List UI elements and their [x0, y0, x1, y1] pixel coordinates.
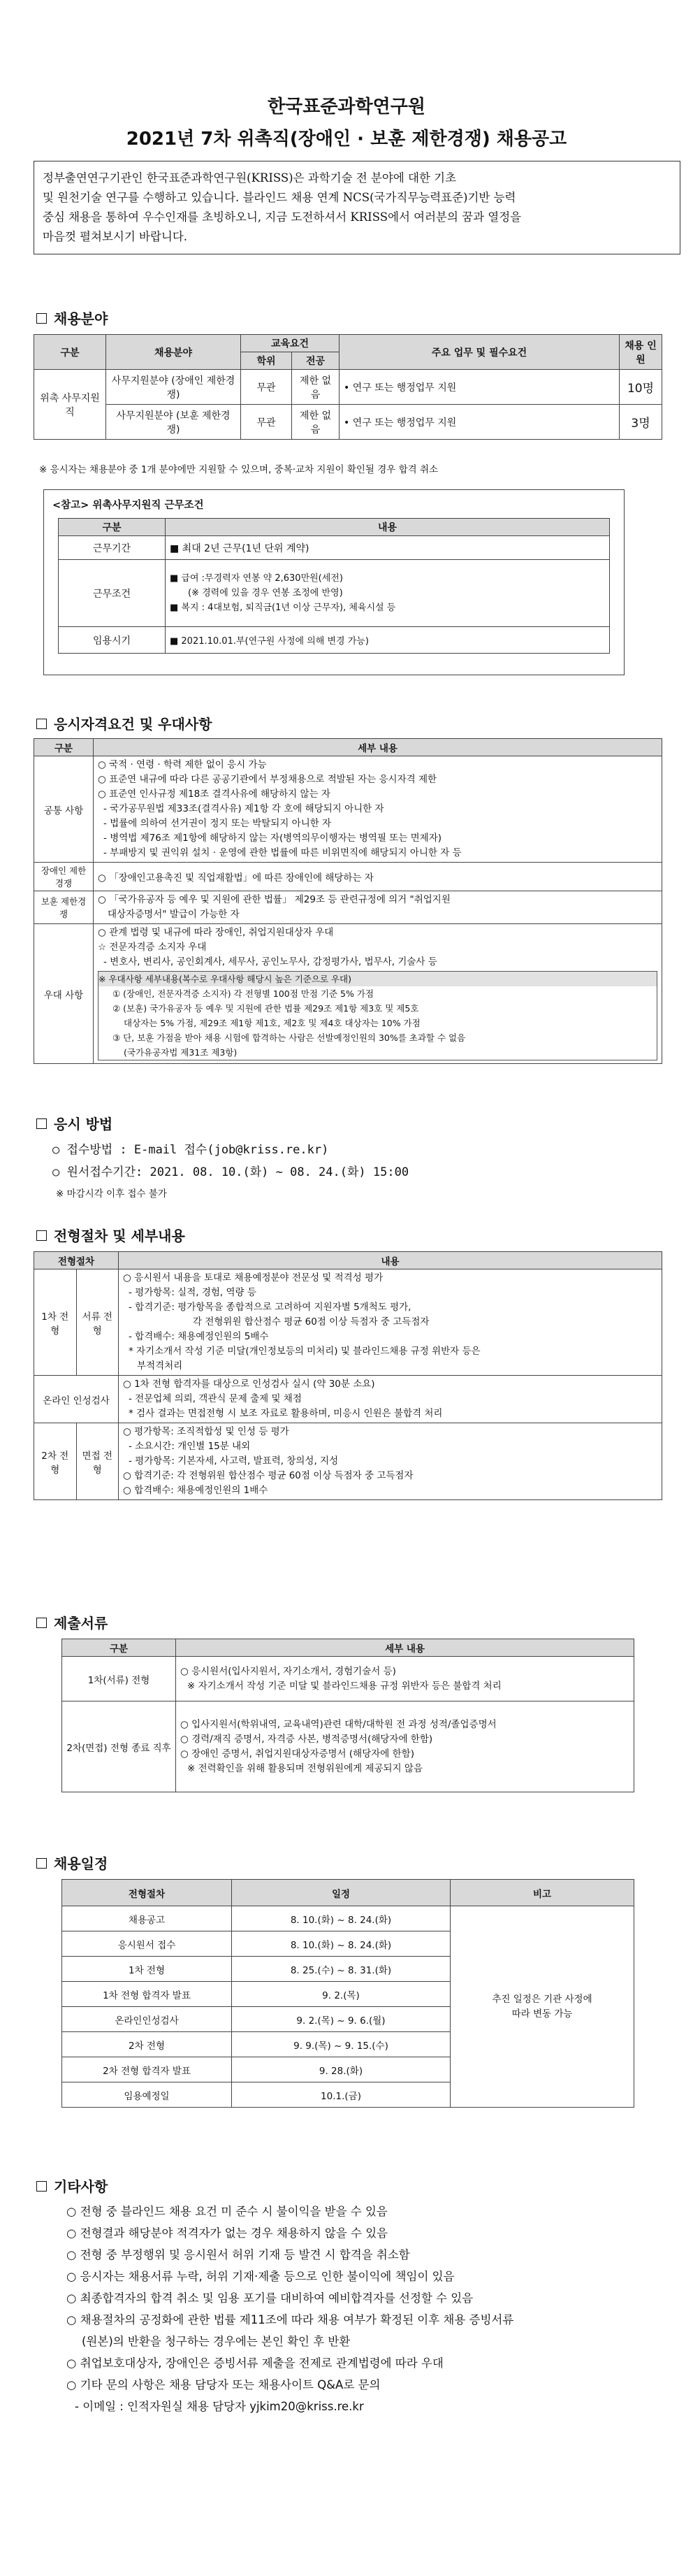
apply-method-text: ○ 접수방법 : E-mail 접수(job@kriss.re.kr) — [52, 1143, 329, 1157]
intro-box — [34, 161, 680, 254]
table-cell: 보훈 제한경쟁 — [34, 891, 94, 924]
intro-line: 중심 채용을 통하여 우수인재를 초빙하오니, 지금 도전하셔서 KRISS에서 여러분의 꿈과 열정을 — [43, 210, 522, 224]
recruit-table — [34, 334, 662, 440]
table-cell: ○ 응시원서 내용을 토대로 채용예정분야 전문성 및 적격성 평가 - 평가항목: 실적, 경험, 역량 등 - 합격기준: 평가항목을 종합적으로 고려하여 지원자별 5개척도 평가, 각 전형위원 합산점수 평균 60점 이상 득점자 중 고득점자 - 합격배수: 채용예정인원의 5배수 * 자기소개서 작성 기준 미달(개인정보등의 미처리) 및 블라인드채용 규정 위반자 등은 부적격처리 — [119, 1269, 662, 1376]
table-cell: ○ 국적 · 연령 · 학력 제한 없이 응시 가능 ○ 표준연 내규에 따라 다른 공공기관에서 부정채용으로 적발된 자는 응시자격 제한 ○ 표준연 인사규정 제18조 결격사유에 해당하지 않는 자 - 국가공무원법 제33조(결격사유) 제1항 각 호에 해당되지 아니한 자 - 법률에 의하여 선거권이 정지 또는 박탈되지 아니한 자 - 병역법 제76조 제1항에 해당하지 않는 자(병역의무이행자는 병역필 또는 면제자) - 부패방지 및 권익위 설치 · 운영에 관한 법률에 따른 비위면직에 해당되지 아니한 자 등 — [94, 756, 662, 863]
table-cell: 8. 25.(수) ~ 8. 31.(화) — [232, 1957, 451, 1982]
intro-line: 및 원천기술 연구를 수행하고 있습니다. 블라인드 채용 연계 NCS(국가직무능력표준)기반 능력 — [43, 191, 516, 204]
table-cell: 2차 전형 합격자 발표 — [62, 2057, 232, 2082]
table-cell: ○ 「국가유공자 등 예우 및 지원에 관한 법률」 제29조 등 관련규정에 의거 "취업지원 대상자증명서" 발급이 가능한 자 — [94, 891, 662, 924]
table-cell: 9. 9.(목) ~ 9. 15.(수) — [232, 2032, 451, 2057]
apply-note: ※ 마감시각 이후 접수 불가 — [56, 1188, 167, 1200]
page-title: 2021년 7차 위촉직(장애인 · 보훈 제한경쟁) 채용공고 — [126, 129, 567, 150]
table-cell: 10.1.(금) — [232, 2082, 451, 2108]
table-cell: 무관 — [241, 370, 292, 405]
table-cell: 9. 28.(화) — [232, 2057, 451, 2082]
ref-table — [58, 518, 610, 654]
header-cell: 구분 — [34, 739, 94, 756]
table-cell: 10명 — [620, 370, 662, 405]
header-cell: 전형절차 — [62, 1880, 232, 1906]
apply-period: ○ 원서접수기간: 2021. 08. 10.(화) ~ 08. 24.(화) 15:00 — [52, 1165, 409, 1179]
table-cell: ○ 평가항목: 조직적합성 및 인성 등 평가 - 소요시간: 개인별 15분 내외 - 평가항목: 기본자세, 사고력, 발표력, 창의성, 지성 ○ 합격기준: 각 전형위원 합산점수 평균 60점 이상 득점자 중 고득점자 ○ 합격배수: 채용예정인원의 1배수 — [119, 1423, 662, 1500]
table-cell: 무관 — [241, 405, 292, 440]
header-cell: 세부 내용 — [94, 739, 662, 756]
table-cell: 채용공고 — [62, 1906, 232, 1931]
header-cell: 교육요건 — [241, 335, 340, 352]
process-table — [34, 1251, 662, 1500]
table-cell: 제한 없음 — [292, 370, 340, 405]
qualification-table — [34, 738, 662, 1064]
table-cell: 사무지원분야 (장애인 제한경쟁) — [106, 370, 241, 405]
header-cell: 비고 — [451, 1880, 634, 1906]
section-heading-schedule: 채용일정 — [36, 1852, 108, 1873]
table-cell: 1차 전형 합격자 발표 — [62, 1982, 232, 2007]
list-item: ○ 응시자는 채용서류 누락, 허위 기재·제출 등으로 인한 불이익에 책임이 있음 — [66, 2270, 455, 2283]
list-item: (원본)의 반환을 청구하는 경우에는 본인 확인 후 반환 — [82, 2335, 351, 2348]
header-cell: 주요 업무 및 필수요건 — [340, 335, 620, 370]
header-cell: 내용 — [119, 1252, 662, 1269]
table-cell: ○ 입사지원서(학위내역, 교육내역)관련 대학/대학원 전 과정 성적/졸업증명서 ○ 경력/재직 증명서, 자격증 사본, 병적증명서(해당자에 한함) ○ 장애인 증명서, 취업지원대상자증명서 (해당자에 한함) ※ 전력확인을 위해 활용되며 전형위원에게 제공되지 않음 — [176, 1701, 634, 1792]
table-cell: 위촉 사무지원직 — [34, 370, 106, 440]
ref-box — [43, 489, 625, 675]
table-cell: ■ 최대 2년 근무(1년 단위 계약) — [166, 536, 610, 560]
table-cell: 온라인 인성검사 — [34, 1376, 119, 1423]
header-cell: 일정 — [232, 1880, 451, 1906]
table-cell: • 연구 또는 행정업무 지원 — [340, 370, 620, 405]
intro-line: 마음껏 펼쳐보시기 바랍니다. — [43, 230, 188, 243]
table-cell: 임용시기 — [59, 627, 166, 654]
table-cell: ■ 2021.10.01.부(연구원 사정에 의해 변경 가능) — [166, 627, 610, 654]
table-cell: 근무조건 — [59, 560, 166, 627]
table-cell: 장애인 제한경쟁 — [34, 863, 94, 891]
header-cell: 세부 내용 — [176, 1639, 634, 1657]
section-heading-process: 전형절차 및 세부내용 — [36, 1225, 185, 1245]
table-cell: ○ 응시원서(입사지원서, 자기소개서, 경험기술서 등) ※ 자기소개서 작성 기준 미달 및 블라인드채용 규정 위반자 등은 불합격 처리 — [176, 1657, 634, 1701]
table-cell: 사무지원분야 (보훈 제한경쟁) — [106, 405, 241, 440]
schedule-table — [61, 1879, 634, 2108]
table-cell: 우대 사항 — [34, 924, 94, 1064]
documents-table — [61, 1639, 634, 1792]
table-cell: 2차 전형 — [62, 2032, 232, 2057]
header-cell: 전공 — [292, 352, 340, 370]
section-heading-apply: 응시 방법 — [36, 1113, 112, 1133]
header-cell: 채용 인원 — [620, 335, 662, 370]
table-cell: 공통 사항 — [34, 756, 94, 863]
schedule-note-cell: 추진 일정은 기관 사정에 따라 변동 가능 — [451, 1906, 634, 2108]
table-cell: 임용예정일 — [62, 2082, 232, 2108]
table-cell: 응시원서 접수 — [62, 1931, 232, 1957]
list-item: - 이메일 : 인적자원실 채용 담당자 yjkim20@kriss.re.kr — [75, 2400, 364, 2413]
table-cell: 근무기간 — [59, 536, 166, 560]
table-cell: 온라인인성검사 — [62, 2007, 232, 2032]
table-cell: 서류 전형 — [76, 1269, 119, 1376]
preference-detail-box: ※ 우대사항 세부내용(복수로 우대사항 해당시 높은 기준으로 우대) ① (장애인, 전문자격증 소지자) 각 전형별 100점 만점 기준 5% 가점 ② (보훈) 국가유공자 등 예우 및 지원에 관한 법률 제29조 제1항 제3호 및 제5호 대상자는 5% 가점, 제29조 제1항 제1호, 제2호 및 제4호 대상자는 10% 가점 ③ 단, 보훈 가점을 받아 채용 시험에 합격하는 사람은 선발예정인원의 30%를 초과할 수 없음 (국가유공자법 제31조 제3항) — [98, 971, 657, 1060]
header-cell: 내용 — [166, 519, 610, 536]
apply-method — [52, 1139, 328, 1157]
table-cell: 1차 전형 — [34, 1269, 77, 1376]
list-item: ○ 전형 중 부정행위 및 응시원서 허위 기재 등 발견 시 합격을 취소함 — [66, 2248, 410, 2261]
section-heading-recruit: 채용분야 — [36, 308, 108, 328]
table-cell: 1차 전형 — [62, 1957, 232, 1982]
org-name: 한국표준과학연구원 — [267, 96, 426, 117]
list-item: ○ 최종합격자의 합격 취소 및 임용 포기를 대비하여 예비합격자를 선정할 수 있음 — [66, 2291, 474, 2305]
table-cell: ○ 1차 전형 합격자를 대상으로 인성검사 실시 (약 30분 소요) - 전문업체 의뢰, 객관식 문제 출제 및 채점 * 검사 결과는 면접전형 시 보조 자료로 활용하며, 미응시 인원은 불합격 처리 — [119, 1376, 662, 1423]
table-cell: 2차(면접) 전형 종료 직후 — [62, 1701, 176, 1792]
table-cell: 1차(서류) 전형 — [62, 1657, 176, 1701]
table-cell: ○ 「장애인고용촉진 및 직업재활법」에 따른 장애인에 해당하는 자 — [94, 863, 662, 891]
recruit-note: ※ 응시자는 채용분야 중 1개 분야에만 지원할 수 있으며, 중복·교차 지원이 확인될 경우 합격 취소 — [39, 464, 439, 475]
list-item: ○ 취업보호대상자, 장애인은 증빙서류 제출을 전제로 관계법령에 따라 우대 — [66, 2356, 444, 2370]
intro-line: 정부출연연구기관인 한국표준과학연구원(KRISS)은 과학기술 전 분야에 대한 기초 — [43, 171, 457, 185]
list-item: ○ 전형결과 해당분야 적격자가 없는 경우 채용하지 않을 수 있음 — [66, 2226, 388, 2240]
header-cell: 구분 — [59, 519, 166, 536]
header-cell: 학위 — [241, 352, 292, 370]
ref-title: <참고> 위촉사무지원직 근무조건 — [52, 500, 204, 511]
section-heading-documents: 제출서류 — [36, 1612, 108, 1632]
list-item: ○ 기타 문의 사항은 채용 담당자 또는 채용사이트 Q&A로 문의 — [66, 2378, 381, 2391]
table-cell: 9. 2.(목) ~ 9. 6.(월) — [232, 2007, 451, 2032]
table-cell: • 연구 또는 행정업무 지원 — [340, 405, 620, 440]
table-cell: ■ 급여 :무경력자 연봉 약 2,630만원(세전) (※ 경력에 있을 경우 연봉 조정에 반영) ■ 복지 : 4대보험, 퇴직금(1년 이상 근무자), 체육시설 등 — [166, 560, 610, 627]
table-cell: 8. 10.(화) ~ 8. 24.(화) — [232, 1931, 451, 1957]
list-item: ○ 전형 중 블라인드 채용 요건 미 준수 시 불이익을 받을 수 있음 — [66, 2205, 388, 2218]
header-cell: 전형절차 — [34, 1252, 119, 1269]
header-cell: 채용분야 — [106, 335, 241, 370]
header-cell: 구분 — [62, 1639, 176, 1657]
section-heading-etc: 기타사항 — [36, 2175, 108, 2196]
table-cell: 2차 전형 — [34, 1423, 77, 1500]
header-cell: 구분 — [34, 335, 106, 370]
table-cell: 8. 10.(화) ~ 8. 24.(화) — [232, 1906, 451, 1931]
table-cell: 9. 2.(목) — [232, 1982, 451, 2007]
etc-list — [66, 2201, 513, 2417]
table-cell: 제한 없음 — [292, 405, 340, 440]
table-cell: 3명 — [620, 405, 662, 440]
table-cell: 면접 전형 — [76, 1423, 119, 1500]
table-cell: ○ 관계 법령 및 내규에 따라 장애인, 취업지원대상자 우대 ☆ 전문자격증 소지자 우대 - 변호사, 변리사, 공인회계사, 세무사, 공인노무사, 감정평가사, 법무사, 기술사 등 ※ 우대사항 세부내용(복수로 우대사항 해당시 높은 기준으로 우대) ① (장애인, 전문자격증 소지자) 각 전형별 100점 만점 기준 5% 가점 ② (보훈) 국가유공자 등 예우 및 지원에 관한 법률 제29조 제1항 제3호 및 제5호 대상자는 5% 가점, 제29조 제1항 제1호, 제2호 및 제4호 대상자는 10% 가점 ③ 단, 보훈 가점을 받아 채용 시험에 합격하는 사람은 선발예정인원의 30%를 초과할 수 없음 (국가유공자법 제31조 제3항) — [94, 924, 662, 1064]
list-item: ○ 채용절차의 공정화에 관한 법률 제11조에 따라 채용 여부가 확정된 이후 채용 증빙서류 — [66, 2313, 514, 2326]
section-heading-qualification: 응시자격요건 및 우대사항 — [36, 713, 212, 733]
